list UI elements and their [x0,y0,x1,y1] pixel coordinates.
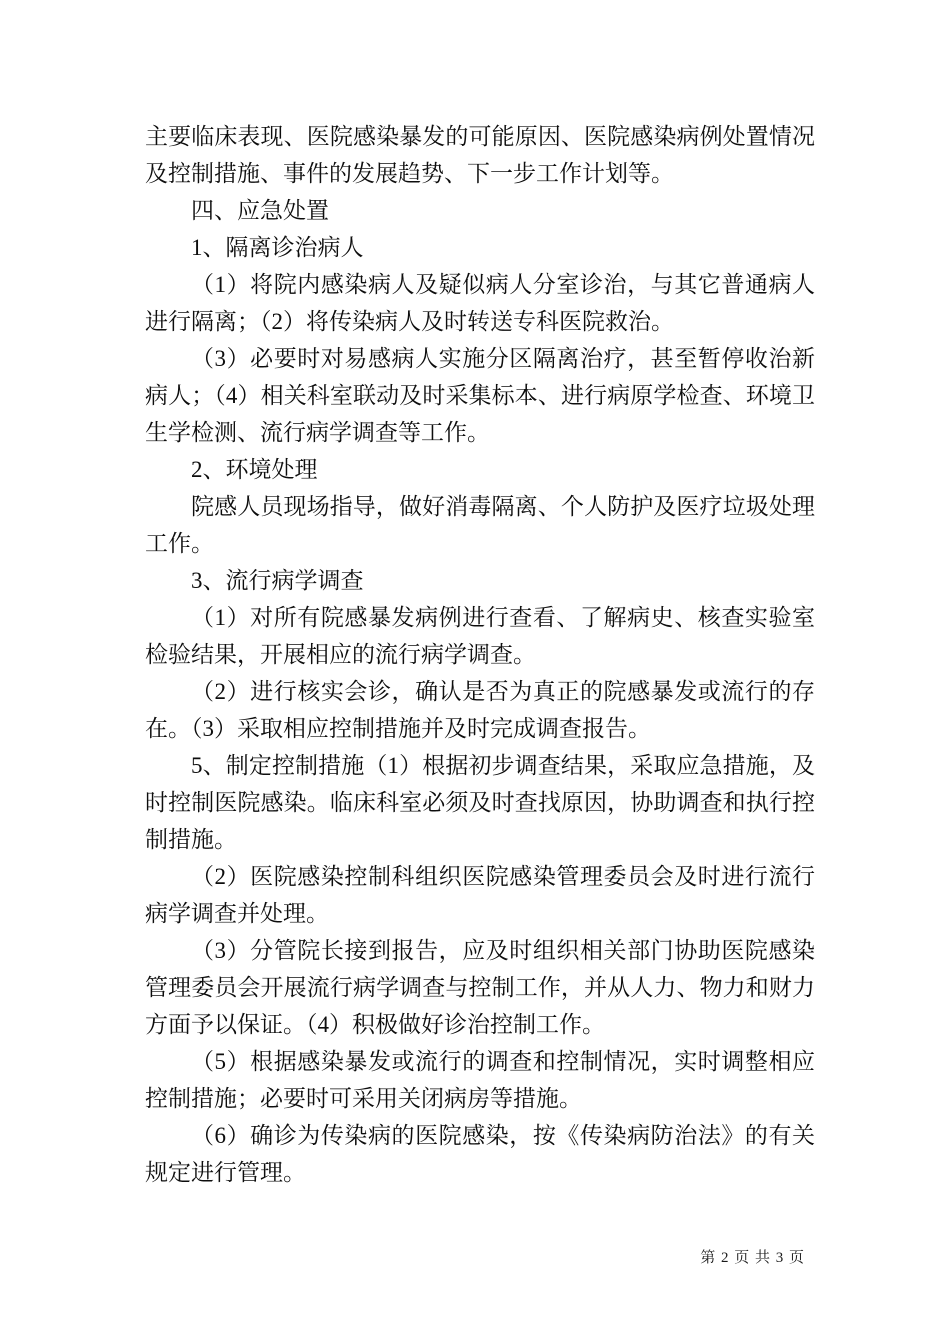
paragraph: （2）医院感染控制科组织医院感染管理委员会及时进行流行病学调查并处理。 [145,864,815,926]
paragraph: （1）对所有院感暴发病例进行查看、了解病史、核查实验室检验结果，开展相应的流行病学调查。 [145,605,815,667]
paragraph: 5、制定控制措施（1）根据初步调查结果，采取应急措施，及时控制医院感染。临床科室必须及时查找原因，协助调查和执行控制措施。 [145,753,815,852]
paragraph: （3）必要时对易感病人实施分区隔离治疗，甚至暂停收治新病人；（4）相关科室联动及时采集标本、进行病原学检查、环境卫生学检测、流行病学调查等工作。 [145,346,815,445]
paragraph: 主要临床表现、医院感染暴发的可能原因、医院感染病例处置情况及控制措施、事件的发展趋势、下一步工作计划等。 [145,124,815,186]
paragraph: 2、环境处理 [191,457,318,482]
paragraph: （2）进行核实会诊，确认是否为真正的院感暴发或流行的存在。（3）采取相应控制措施并及时完成调查报告。 [145,679,815,741]
paragraph: （5）根据感染暴发或流行的调查和控制情况，实时调整相应控制措施；必要时可采用关闭病房等措施。 [145,1049,815,1111]
paragraph: 四、应急处置 [191,198,329,223]
paragraph: （6）确诊为传染病的医院感染，按《传染病防治法》的有关规定进行管理。 [145,1123,815,1185]
paragraph: 3、流行病学调查 [191,568,364,593]
paragraph: 1、隔离诊治病人 [191,235,364,260]
paragraph: 院感人员现场指导，做好消毒隔离、个人防护及医疗垃圾处理工作。 [145,494,815,556]
paragraph: （3）分管院长接到报告，应及时组织相关部门协助医院感染管理委员会开展流行病学调查与控制工作，并从人力、物力和财力方面予以保证。（4）积极做好诊治控制工作。 [145,938,815,1037]
page-footer [145,1246,815,1267]
paragraph: （1）将院内感染病人及疑似病人分室诊治，与其它普通病人进行隔离；（2）将传染病人及时转送专科医院救治。 [145,272,815,334]
page-number: 第 2 页 共 3 页 [700,1250,805,1266]
document-body [145,118,815,1191]
